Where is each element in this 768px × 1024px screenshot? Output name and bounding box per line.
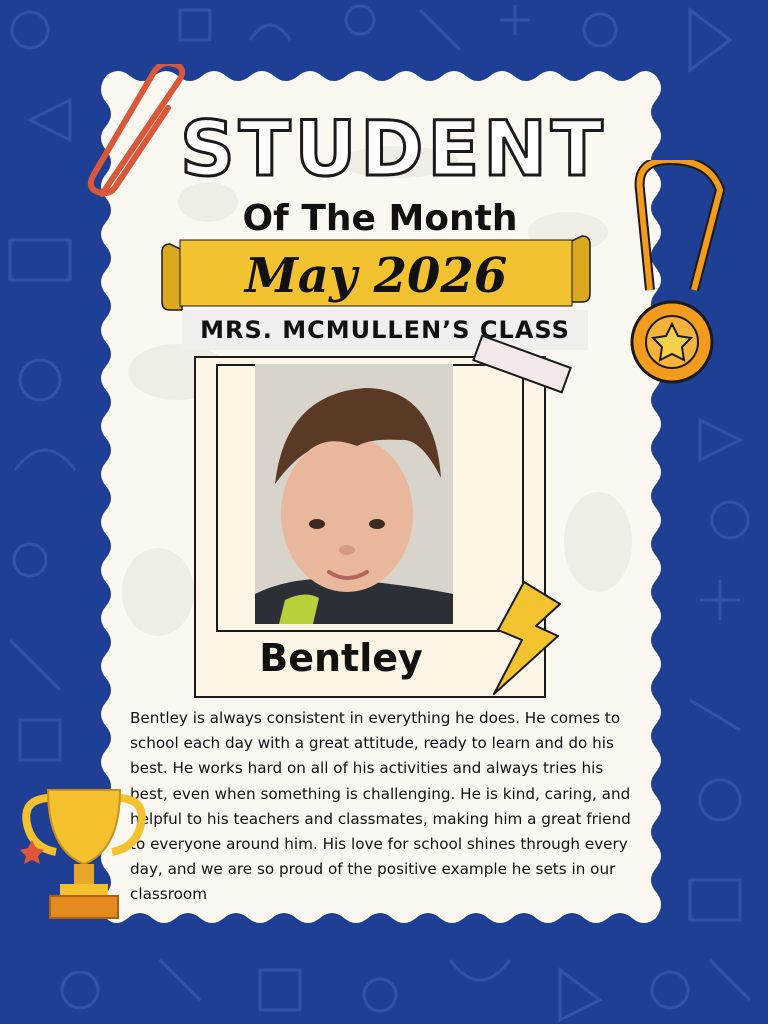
month-label: May 2026 [244, 248, 508, 304]
student-description: Bentley is always consistent in everything he does. He comes to school each day with a great attitude, ready to learn and do his best. He works hard on all of his activities and always tries his best, even when something is challenging. He is kind, caring, and helpful to his teachers and classmates, making him a great friend to everyone around him. His love for school shines through every day, and we are so proud of the positive example he sets in our classroom [130, 709, 631, 904]
poster-subtitle: Of The Month [242, 198, 518, 239]
lightning-bolt-icon [488, 578, 564, 698]
student-name: Bentley [259, 636, 423, 680]
student-photo [255, 364, 453, 624]
poster-title: STUDENT [180, 104, 607, 193]
trophy-icon [20, 780, 150, 930]
class-name: MRS. MCMULLEN’S CLASS [200, 316, 570, 344]
paperclip-icon [82, 64, 198, 212]
star-medal-icon [610, 160, 740, 390]
